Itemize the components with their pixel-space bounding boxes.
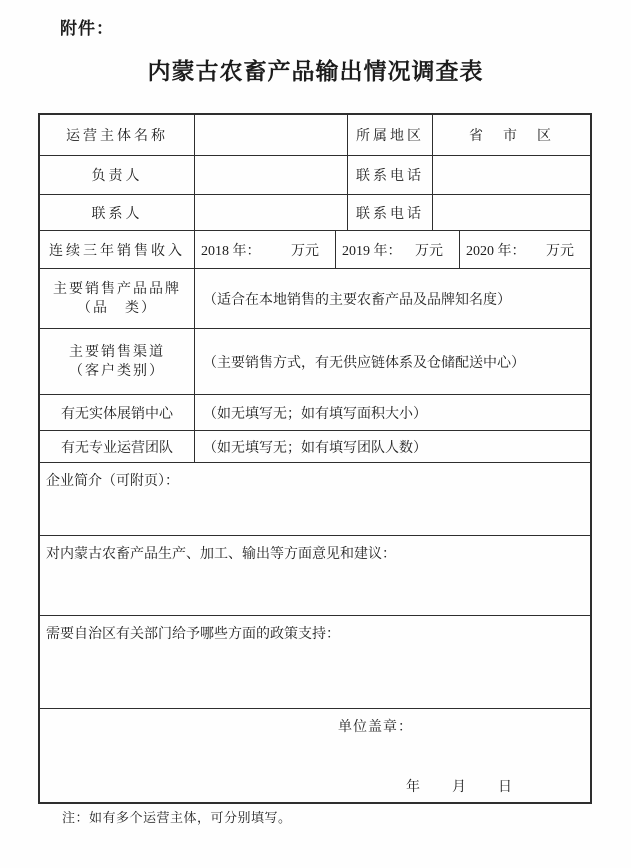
table-row-product-brands [40,268,590,328]
sales-revenue-label: 连续三年销售收入 [49,243,185,259]
date-year-label: 年 [406,780,420,795]
phone-value-2 [432,195,590,230]
page-title: 内蒙古农畜产品输出情况调查表 [147,58,484,84]
table-row-exhibition-center [40,394,590,430]
table-row-sales-revenue [40,230,590,268]
product-brands-label-line1: 主要销售产品品牌 [53,281,181,297]
date-day-label: 日 [498,780,512,795]
suggestions-label: 对内蒙古农畜产品生产、加工、输出等方面意见和建议： [46,547,396,562]
revenue-2020-cell [459,231,590,268]
revenue-2020-label: 2020 年： [466,243,526,259]
sales-channels-hint: （主要销售方式，有无供应链体系及仓储配送中心） [194,329,590,394]
region-label: 所属地区 [347,115,432,155]
operations-team-label: 有无专业运营团队 [61,440,173,456]
region-value: 省 市 区 [432,115,590,155]
revenue-2019-label: 2019 年： [342,243,402,259]
table-row-policy-support [40,615,590,708]
phone-label-2: 联系电话 [347,195,432,230]
operator-name-value [194,115,347,155]
sales-channels-label-line2: （客户类别） [69,363,165,379]
product-brands-label-line2: （品 类） [77,300,157,316]
person-in-charge-label: 负责人 [91,169,143,184]
policy-support-label: 需要自治区有关部门给予哪些方面的政策支持： [46,627,340,642]
revenue-2020-unit: 万元 [546,243,574,259]
unit-seal-label: 单位盖章： [338,720,413,735]
revenue-2018-cell [194,231,335,268]
operations-team-hint: （如无填写无；如有填写团队人数） [194,431,590,462]
sales-channels-label-line1: 主要销售渠道 [69,344,165,360]
footnote: 注：如有多个运营主体，可分别填写。 [62,810,292,825]
table-row-operator-name [40,115,590,155]
table-row-operations-team [40,430,590,462]
table-row-suggestions [40,535,590,615]
table-row-sales-channels [40,328,590,394]
attachment-label: 附件： [60,19,114,38]
date-month-label: 月 [452,780,466,795]
phone-label-1: 联系电话 [347,156,432,194]
company-profile-label: 企业简介（可附页）： [46,474,179,489]
exhibition-center-label: 有无实体展销中心 [61,406,173,422]
table-row-company-profile [40,462,590,535]
sales-channels-label [40,329,194,394]
revenue-2019-unit: 万元 [415,243,443,259]
revenue-2018-label: 2018 年： [201,243,261,259]
contact-person-label: 联系人 [91,206,143,222]
operator-name-label: 运营主体名称 [66,129,168,144]
survey-table [38,113,592,804]
table-row-contact-person [40,194,590,230]
date-line [406,776,512,796]
phone-value-1 [432,156,590,194]
revenue-2019-cell [335,231,459,268]
revenue-2018-unit: 万元 [291,243,319,259]
exhibition-center-hint: （如无填写无；如有填写面积大小） [194,395,590,430]
table-row-person-in-charge [40,155,590,194]
table-row-seal-date [40,708,590,802]
product-brands-hint: （适合在本地销售的主要农畜产品及品牌知名度） [194,269,590,328]
contact-person-value [194,195,347,230]
person-in-charge-value [194,156,347,194]
product-brands-label [40,269,194,328]
